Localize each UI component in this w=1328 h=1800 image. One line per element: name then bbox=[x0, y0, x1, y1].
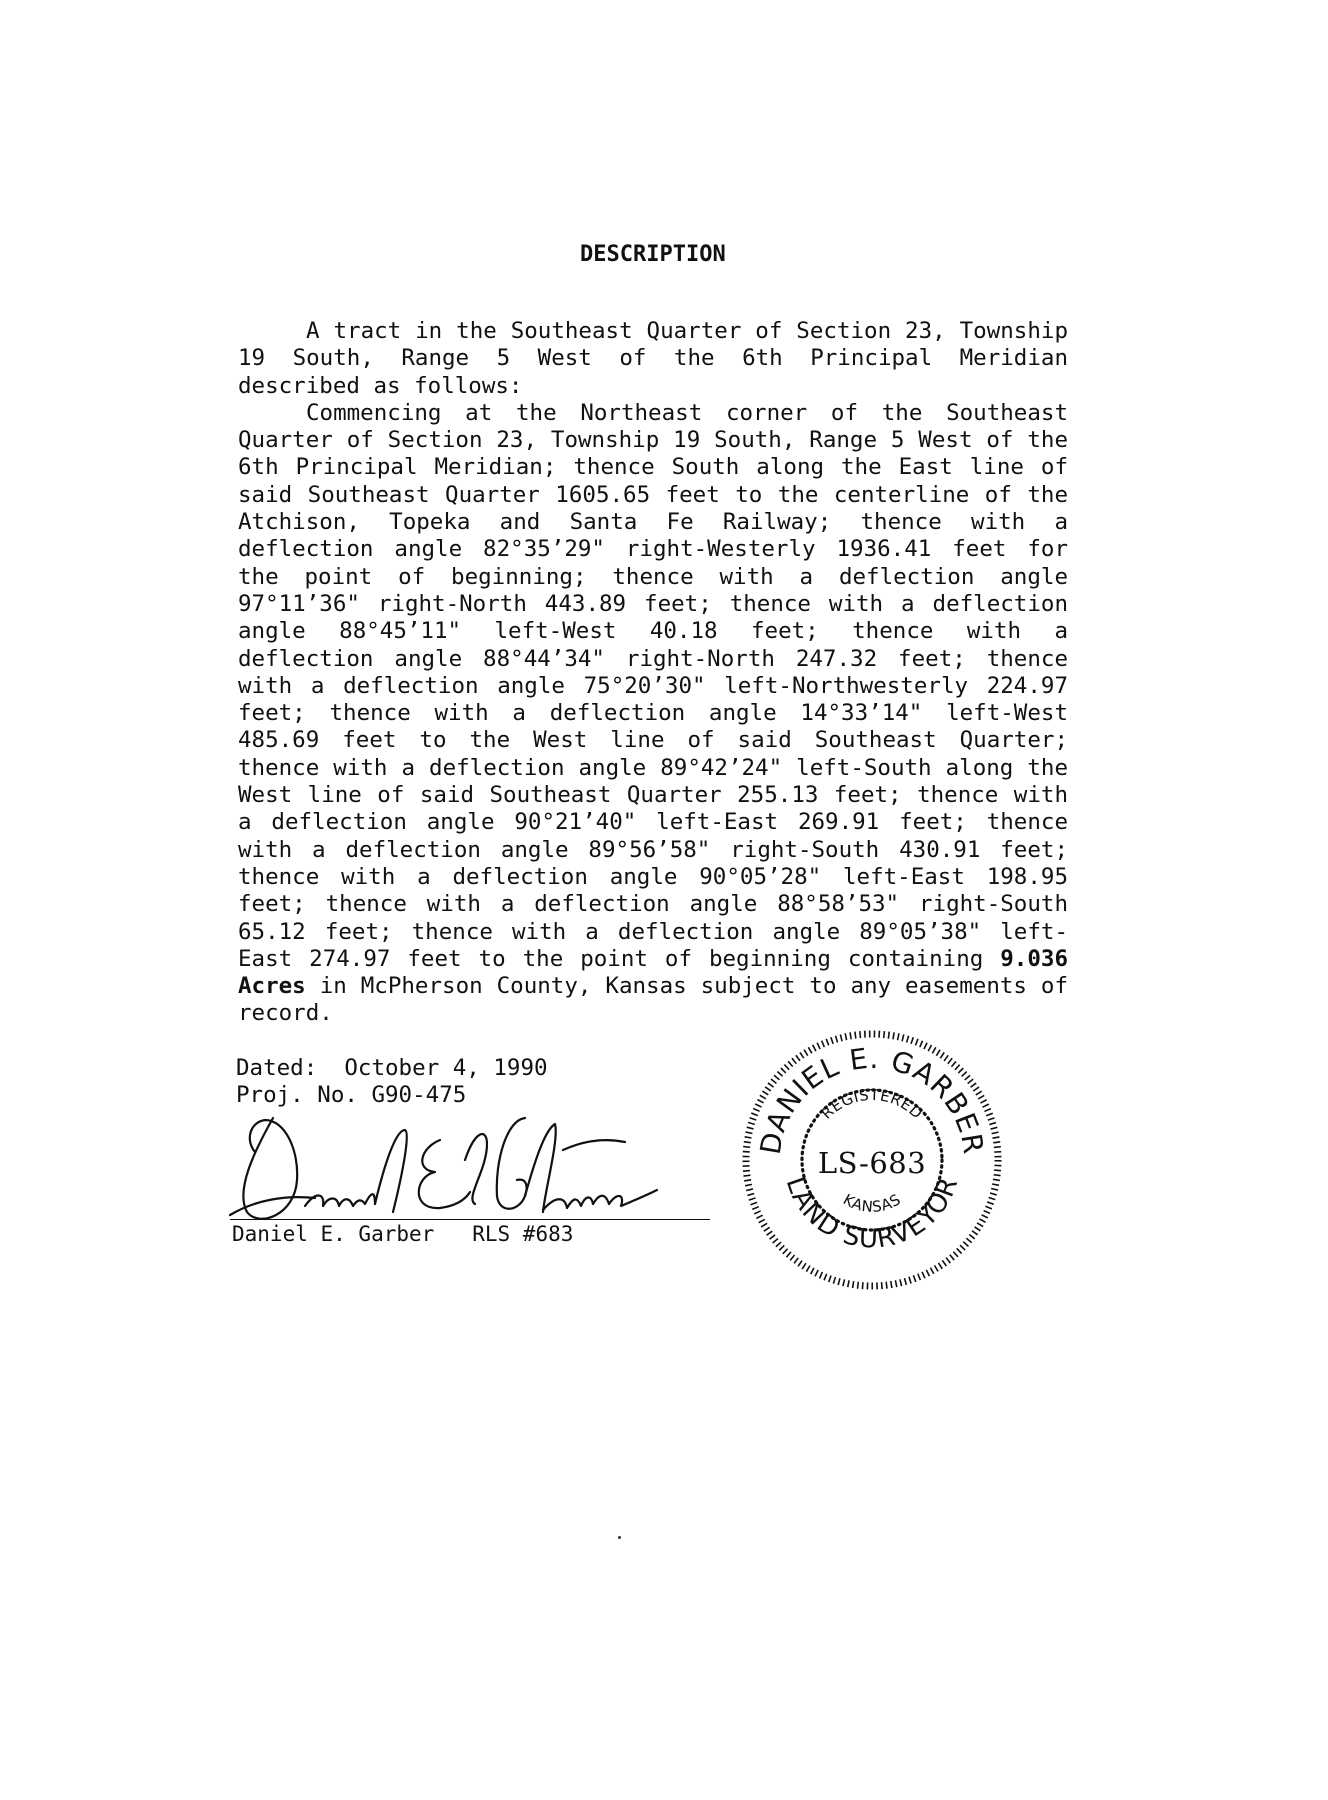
signer-block bbox=[232, 1222, 573, 1246]
project-label: Proj. No. bbox=[236, 1082, 358, 1108]
signer-license: RLS #683 bbox=[472, 1222, 574, 1246]
svg-text:REGISTERED bbox=[818, 1086, 927, 1123]
seal-top-text: DANIEL E. GARBER bbox=[753, 1041, 991, 1157]
legal-description bbox=[238, 318, 1068, 1028]
metes-and-bounds-paragraph bbox=[238, 400, 1068, 1028]
signer-name: Daniel E. Garber bbox=[232, 1222, 435, 1246]
dated-value: October 4, 1990 bbox=[344, 1055, 548, 1081]
metes-and-bounds-text: Commencing at the Northeast corner of the Southeast Quarter of Section 23, Township 19 South, Range 5 West of the 6th Principal Meridian; thence South along the East line of said Southeast Quarter 1605.65 feet to the centerline of the Atchison, Topeka and Santa Fe Railway; thence with a deflection angle 82°35’29" right-Westerly 1936.41 feet for the point of beginning; thence with a deflection angle 97°11’36" right-North 443.89 feet; thence with a deflection angle 88°45’11" left-West 40.18 feet; thence with a deflection angle 88°44’34" right-North 247.32 feet; thence with a deflection angle 75°20’30" left-Northwesterly 224.97 feet; thence with a deflection angle 14°33’14" left-West 485.69 feet to the West line of said Southeast Quarter; thence with a deflection angle 89°42’24" left-South along the West line of said Southeast Quarter 255.13 feet; thence with a deflection angle 90°21’40" left-East 269.91 feet; thence with a deflection angle 89°56’58" right-South 430.91 feet; thence with a deflection angle 90°05’28" left-East 198.95 feet; thence with a deflection angle 88°58’53" right-South 65.12 feet; thence with a deflection angle 89°05’38" left-East 274.97 feet to the point of beginning containing bbox=[238, 399, 1068, 972]
intro-paragraph: A tract in the Southeast Quarter of Section 23, Township 19 South, Range 5 West of the 6th Principal Meridian described as follows: bbox=[238, 318, 1068, 399]
seal-bottom-text: LAND SURVEYOR bbox=[779, 1172, 965, 1255]
seal-inner-bottom-text: KANSAS bbox=[839, 1190, 905, 1217]
surveyor-seal bbox=[740, 1028, 1004, 1292]
seal-license-number: LS-683 bbox=[817, 1146, 927, 1180]
scan-speck bbox=[618, 1536, 621, 1539]
dated-line bbox=[236, 1055, 548, 1082]
signature-line bbox=[230, 1219, 710, 1220]
project-number: G90-475 bbox=[371, 1082, 467, 1108]
document-title: DESCRIPTION bbox=[580, 242, 726, 267]
dated-label: Dated: bbox=[236, 1055, 318, 1081]
acreage: 9.036 Acres bbox=[238, 945, 1068, 1000]
handwritten-signature bbox=[225, 1100, 685, 1230]
seal-inner-top-text: REGISTERED bbox=[817, 1085, 927, 1123]
metes-and-bounds-tail: in McPherson County, Kansas subject to any easements of record. bbox=[238, 973, 1069, 1027]
svg-text:KANSAS bbox=[840, 1190, 904, 1216]
